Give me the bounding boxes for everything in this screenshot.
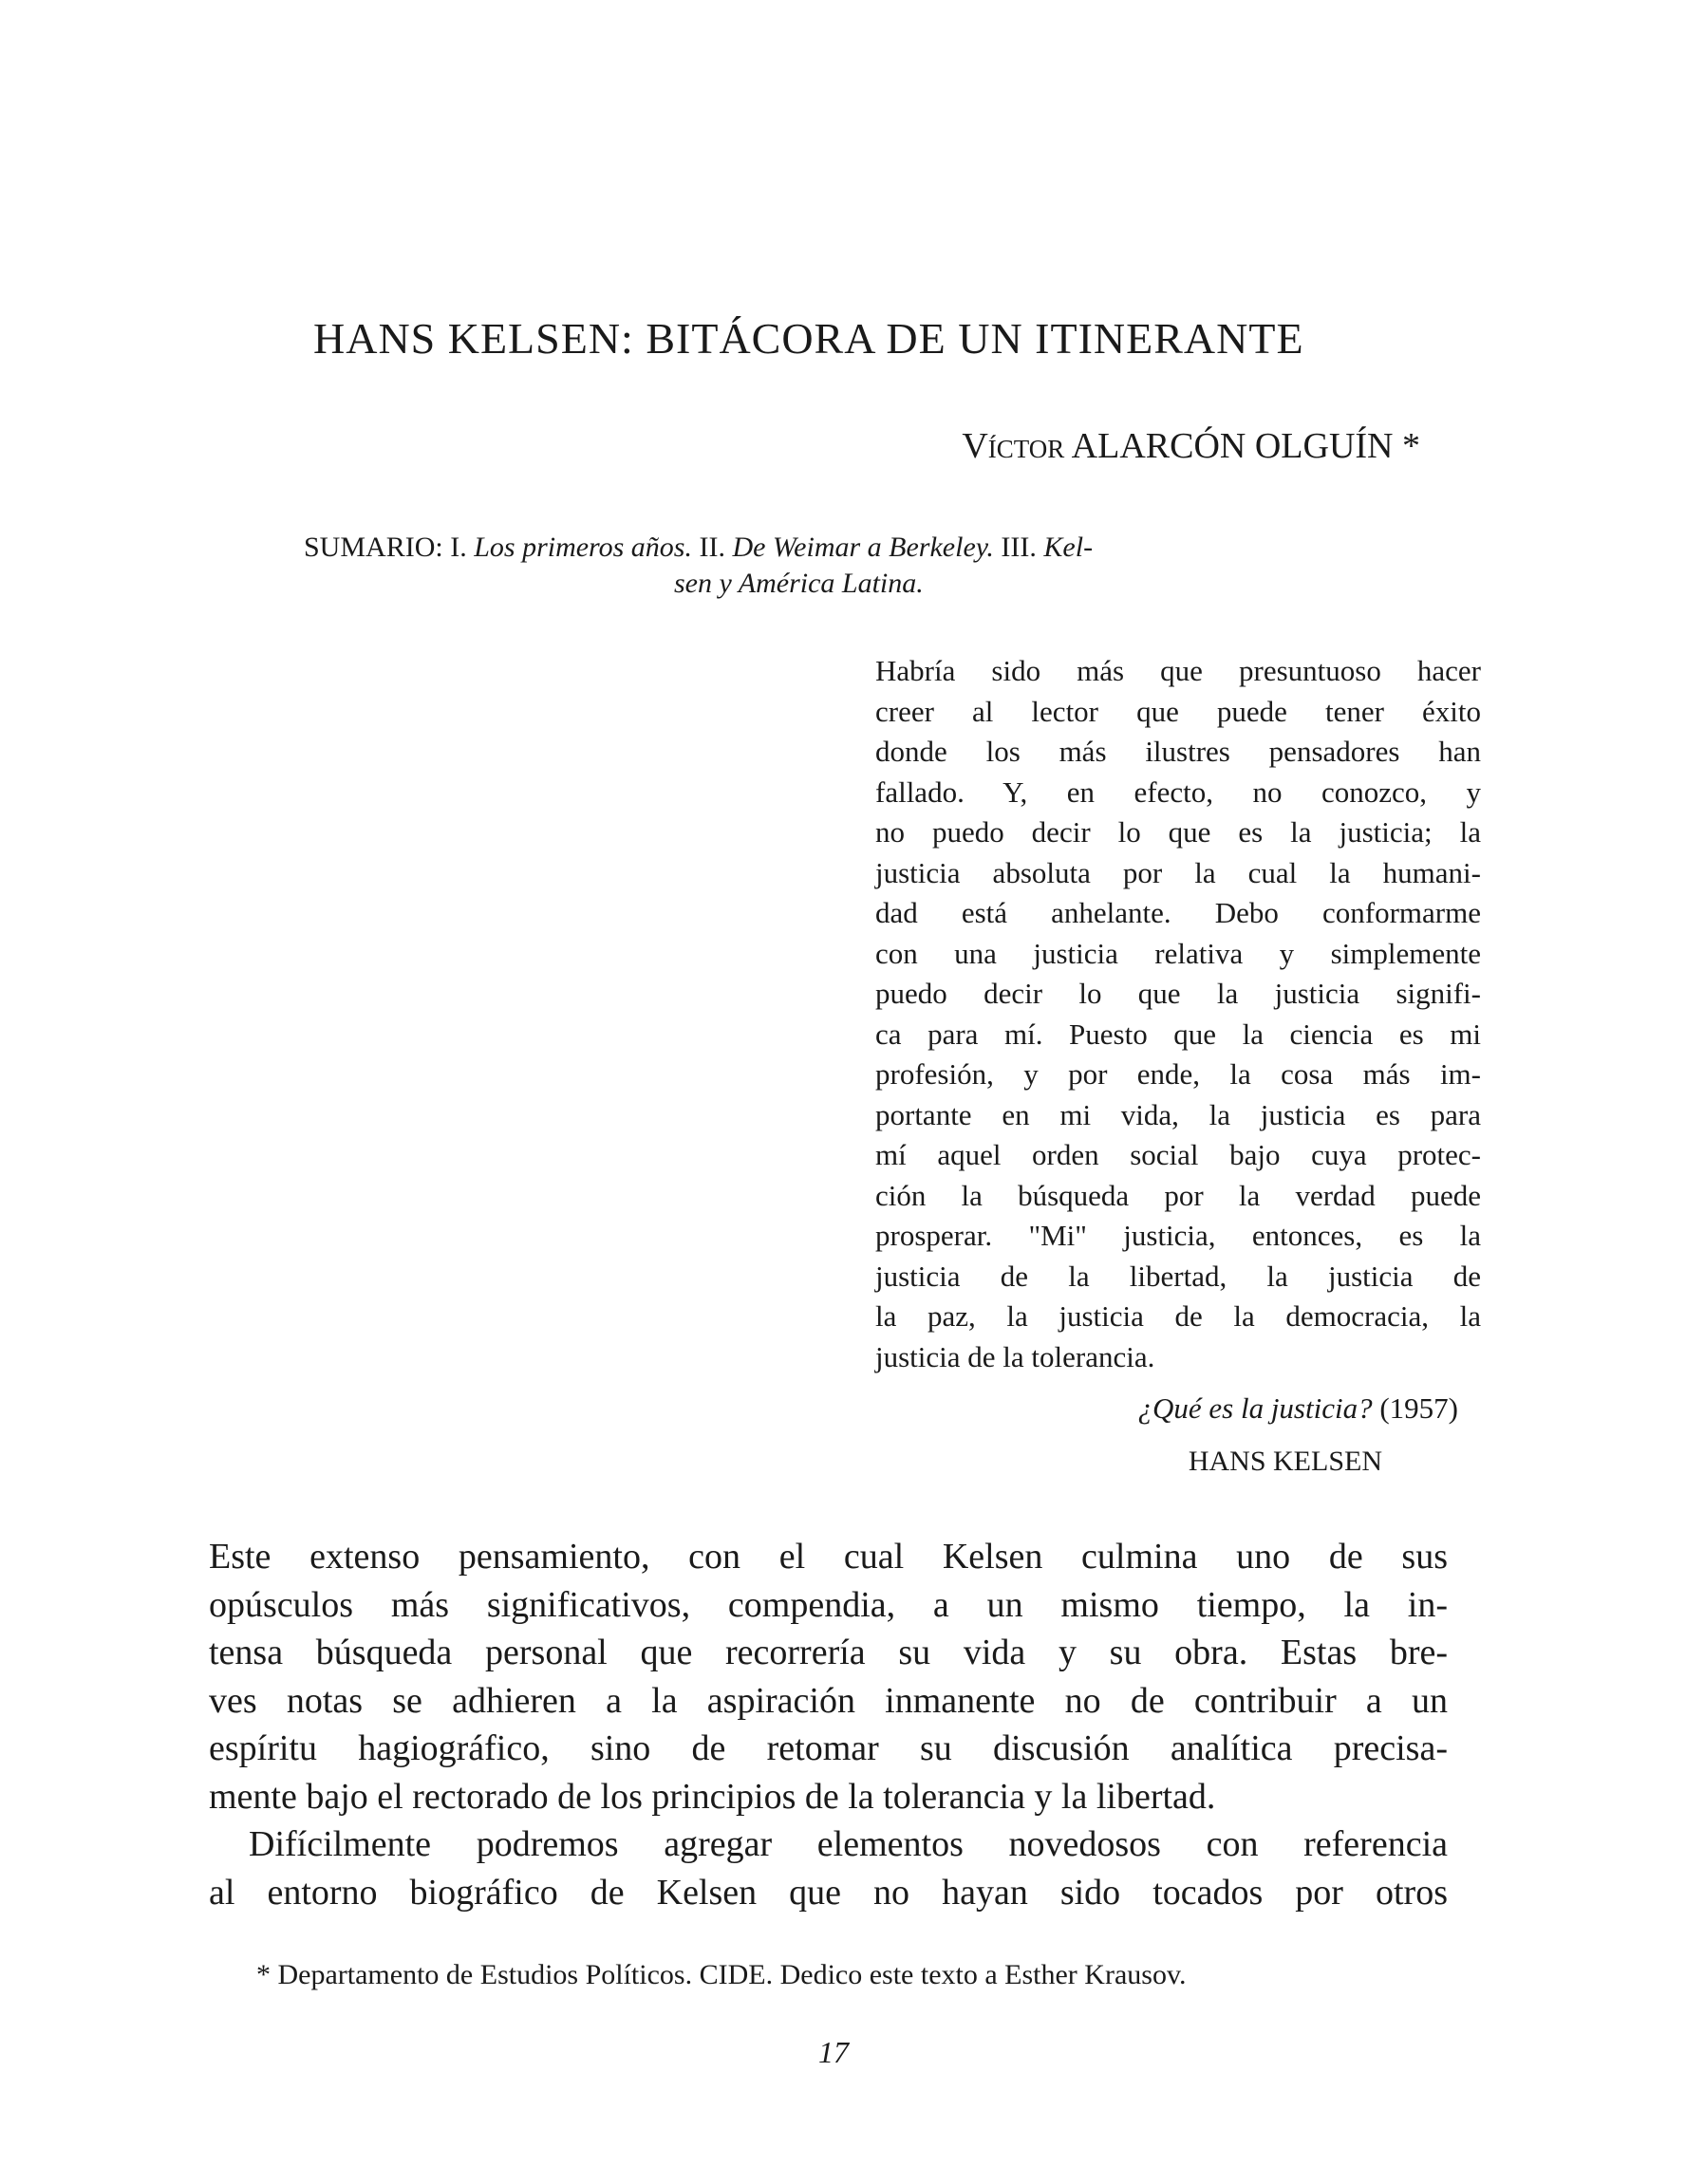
body-text [209,1533,1448,1916]
summary-item-3-title-part2: sen y América Latina. [674,568,924,599]
summary-item-1-title: Los primeros años. [474,532,692,563]
epigraph-line: profesión, y por ende, la cosa más im- [875,1057,1481,1091]
epigraph-citation [1137,1391,1458,1426]
epigraph-line: Habría sido más que presuntuoso hacer [875,654,1481,687]
page-number: 17 [818,2035,849,2069]
citation-year: (1957) [1379,1391,1458,1425]
epigraph-line: fallado. Y, en efecto, no conozco, y [875,775,1481,809]
summary-item-3-number: III. [1001,532,1037,563]
body-line: al entorno biográfico de Kelsen que no hayan sido tocados por otros [209,1872,1448,1913]
summary-item-2-number: II. [699,532,725,563]
epigraph-line: justicia absoluta por la cual la humani- [875,855,1481,889]
article-title: HANS KELSEN: BITÁCORA DE UN ITINERANTE [313,314,1304,363]
body-line: ves notas se adhieren a la aspiración inmanente no de contribuir a un [209,1680,1448,1721]
citation-author: HANS KELSEN [1188,1446,1382,1477]
epigraph-line: puedo decir lo que la justicia signifi- [875,977,1481,1010]
epigraph-line: donde los más ilustres pensadores han [875,735,1481,768]
epigraph-line: la paz, la justicia de la democracia, la [875,1299,1481,1333]
epigraph-line: prosperar. "Mi" justicia, entonces, es la [875,1219,1481,1252]
body-line: opúsculos más significativos, compendia, a un mismo tiempo, la in- [209,1584,1448,1625]
epigraph-line: justicia de la libertad, la justicia de [875,1259,1481,1293]
body-line: Este extenso pensamiento, con el cual Kelsen culmina uno de sus [209,1537,1448,1577]
summary-label: SUMARIO: [304,532,443,563]
summary-block [304,530,1415,602]
epigraph-line: portante en mi vida, la justicia es para [875,1097,1481,1131]
summary-item-3-title-part1: Kel- [1043,532,1094,563]
epigraph-line: ca para mí. Puesto que la ciencia es mi [875,1017,1481,1051]
body-line: tensa búsqueda personal que recorrería su vida y su obra. Estas bre- [209,1633,1448,1672]
epigraph-line: justicia de la tolerancia. [875,1339,1155,1373]
epigraph-line: mí aquel orden social bajo cuya protec- [875,1138,1481,1171]
epigraph-line: ción la búsqueda por la verdad puede [875,1178,1481,1212]
epigraph-line: dad está anhelante. Debo conformarme [875,896,1481,929]
summary-item-2-title: De Weimar a Berkeley. [732,532,994,563]
epigraph-line: con una justicia relativa y simplemente [875,936,1481,970]
citation-title: ¿Qué es la justicia? [1137,1391,1373,1425]
body-line: mente bajo el rectorado de los principios de la tolerancia y la libertad. [209,1776,1216,1817]
epigraph-quote [875,651,1481,1377]
summary-item-1-number: I. [450,532,467,563]
body-line: Difícilmente podremos agregar elementos novedosos con referencia [249,1824,1448,1864]
body-line: espíritu hagiográfico, sino de retomar su discusión analítica precisa- [209,1728,1448,1768]
epigraph-line: no puedo decir lo que es la justicia; la [875,815,1481,849]
footnote: * Departamento de Estudios Políticos. CIDE. Dedico este texto a Esther Krausov. [256,1959,1187,1990]
article-author: Víctor ALARCÓN OLGUÍN * [962,426,1420,466]
epigraph-line: creer al lector que puede tener éxito [875,694,1481,728]
